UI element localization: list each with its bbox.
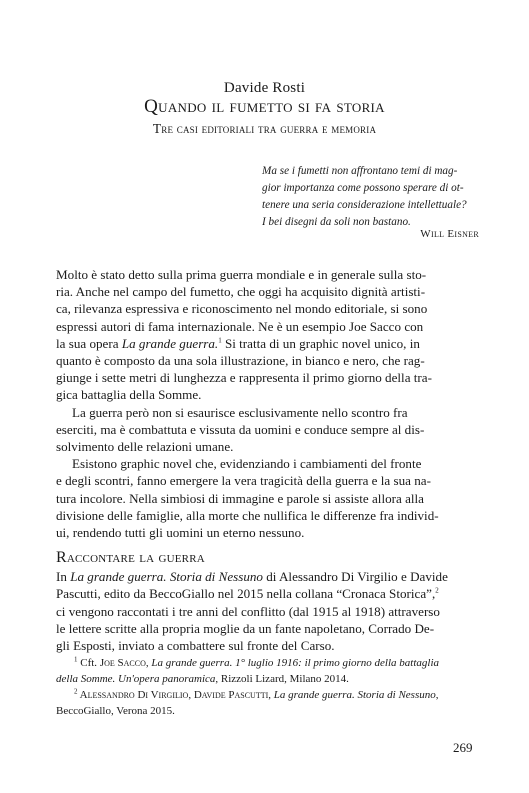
text-run: Cft. [77,657,100,669]
text-run: la sua opera [56,335,122,351]
text-run: di Alessandro Di Virgilio e Davide [262,569,448,585]
footnote-1 [56,655,476,671]
text-run: , [268,689,274,701]
text-run: In [56,569,71,585]
text-run: , [435,689,439,701]
epigraph-line: tenere una seria considerazione intellettuale? [262,199,467,211]
epigraph-line: gior importanza come possono sperare di ot- [262,182,464,194]
footnote-ref-2[interactable]: 2 [435,587,439,596]
paragraph-line: Molto è stato detto sulla prima guerra mondiale e in generale sulla sto- [56,267,427,282]
paragraph-line: le lettere scritte alla propria moglie da un fante napoletano, Corrado De- [56,620,435,636]
paragraph-line: gli Esposti, inviato a combattere sul fronte del Carso. [56,638,335,654]
text-run: , Rizzoli Lizard, Milano 2014. [215,673,349,685]
paragraph-line: solvimento delle relazioni umane. [56,439,234,455]
paragraph-line: ci vengono raccontati i tre anni del conflitto (dal 1915 al 1918) attraverso [56,603,440,619]
chapter-author: Davide Rosti [223,80,306,96]
body-text [56,266,476,654]
paragraph-line: giunge i sette metri di lunghezza e rappresenta il primo giorno della tra- [56,370,432,386]
paragraph-line: e degli scontri, fanno emergere la vera tragicità della guerra e la sua na- [56,473,431,489]
book-title: della Somme. Un'opera panoramica [56,673,216,685]
footnote-2 [56,687,476,703]
footnote-author: Joe Sacco [99,657,146,669]
paragraph-line: ca, rilevanza espressiva e riconoscimento nel mondo editoriale, si sono [56,301,428,317]
page-number: 269 [453,740,473,755]
footnote-author: Alessandro Di Virgilio, Davide Pascutti [77,689,269,701]
footnotes [56,655,476,719]
epigraph-line: I bei disegni da soli non bastano. [262,216,411,228]
chapter-subtitle: Tre casi editoriali tra guerra e memoria [152,121,377,136]
book-title: La grande guerra. [121,335,219,351]
paragraph-line: divisione delle famiglie, alla morte che nullifica le differenze fra individ- [56,507,439,523]
footnote-number: 1 [74,655,78,664]
book-title: La grande guerra. Storia di Nessuno [70,569,263,585]
book-title: La grande guerra. Storia di Nessuno [273,689,436,701]
footnote-ref-1[interactable]: 1 [218,336,222,345]
paragraph-line: eserciti, ma è combattuta e vissuta da uomini e conduce sempre al dis- [56,421,425,437]
paragraph-line: tura incolore. Nella simbiosi di immagine e parole si assiste allora alla [56,490,424,506]
epigraph-quote [262,163,482,231]
paragraph-line: ui, rendendo tutti gli uomini un eterno nessuno. [56,525,305,541]
paragraph-line [56,568,476,585]
footnote-number: 2 [74,687,78,696]
text-run: Pascutti, edito da BeccoGiallo nel 2015 nella collana “Cronaca Storica”, [56,586,436,602]
book-title: La grande guerra. 1° luglio 1916: il primo giorno della battaglia [151,657,440,669]
chapter-title: Quando il fumetto si fa storia [144,96,385,117]
paragraph-line: quanto è composto da una sola illustrazione, in bianco e nero, che rag- [56,353,425,369]
text-run: Si tratta di un graphic novel unico, in [221,335,420,351]
paragraph-line [56,335,476,352]
paragraph-line: La guerra però non si esaurisce esclusivamente nello scontro fra [72,404,408,420]
footnote-1-cont [56,671,476,687]
text-run: , [145,657,152,669]
paragraph-line: ria. Anche nel campo del fumetto, che oggi ha acquisito dignità artisti- [56,284,426,300]
paragraph-line [56,585,476,602]
paragraph-line: gica battaglia della Somme. [56,387,202,403]
epigraph-author: Will Eisner [420,228,479,240]
paragraph-line: Esistono graphic novel che, evidenziando i cambiamenti del fronte [72,456,422,472]
epigraph-line: Ma se i fumetti non affrontano temi di mag- [262,165,458,177]
paragraph-line: espressi autori di fama internazionale. Ne è un esempio Joe Sacco con [56,318,424,334]
footnote-2-cont: BeccoGiallo, Verona 2015. [56,705,175,717]
section-heading: Raccontare la guerra [56,549,205,567]
